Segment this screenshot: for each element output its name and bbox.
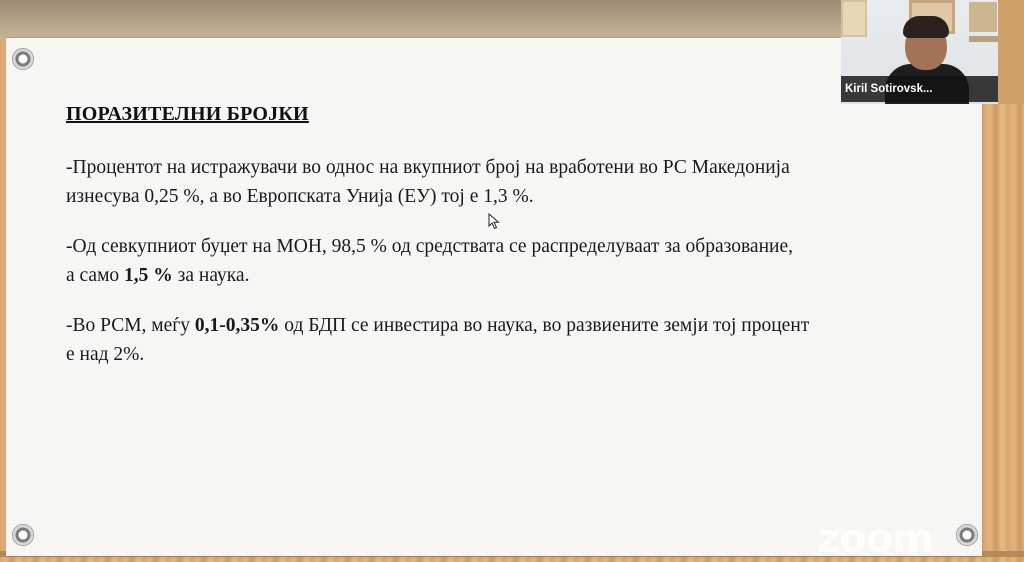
text-segment: -Во РСМ, меѓу [66, 315, 195, 336]
slide-title: ПОРАЗИТЕЛНИ БРОЈКИ [66, 103, 309, 125]
pushpin-icon [12, 48, 34, 70]
wall-picture [969, 2, 997, 32]
paragraph-line: е над 2%. [66, 344, 145, 365]
text-segment: за наука. [172, 265, 250, 286]
paragraph-line [66, 261, 793, 290]
bold-value: 0,1-0,35% [194, 315, 280, 336]
paragraph-line [66, 311, 809, 340]
participant-hair [903, 16, 949, 38]
pushpin-icon [12, 524, 34, 546]
zoom-watermark: zoom [817, 516, 933, 562]
bold-value: 1,5 % [124, 265, 173, 286]
paragraph-gdp [66, 311, 809, 369]
participant-name: Kiril Sotirovsk... [841, 76, 998, 102]
pushpin-icon [956, 524, 978, 546]
text-segment: од БДП се инвестира во наука, во развиените земји тој процент [279, 315, 810, 336]
paragraph-line: изнесува 0,25 %, а во Европската Унија (ЕУ) тој е 1,3 %. [66, 186, 534, 207]
paragraph-researchers [66, 153, 790, 211]
mouse-pointer-icon [488, 213, 500, 230]
paragraph-line: -Процентот на истражувачи во однос на вкупниот број на вработени во РС Македонија [66, 157, 790, 178]
room-background [998, 0, 1024, 104]
paragraph-budget [66, 232, 793, 290]
text-segment: а само [66, 265, 125, 286]
participant-video[interactable] [841, 0, 998, 104]
wall-picture [841, 0, 867, 37]
paragraph-line: -Од севкупниот буџет на МОН, 98,5 % од средствата се распределуваат за образование, [66, 236, 793, 257]
wall-shelf [969, 36, 998, 42]
